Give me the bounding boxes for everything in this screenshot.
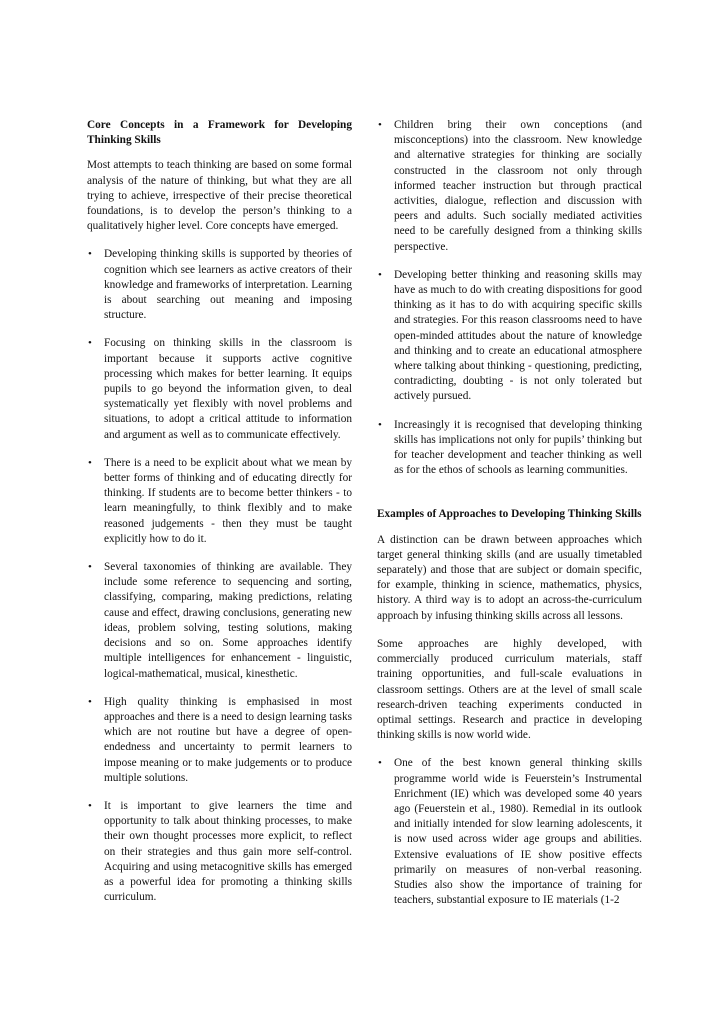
- bullet-icon: •: [88, 248, 92, 261]
- bullet-icon: •: [88, 337, 92, 350]
- right-column: [377, 118, 642, 921]
- approaches-paragraph: Some approaches are highly developed, with commercially produced curriculum materials, staff training opportunities, and full-scale evaluations in classroom settings. Others are at the level of small scale research-driven teaching experiments conducted in optimal settings. Research and practice in developing thinking skills is now world wide.: [377, 637, 642, 742]
- list-item: • Developing thinking skills is supported by theories of cognition which see learners as active creators of their knowledge and frameworks of interpretation. Learning is about searching out meaning and imposing structure.: [88, 248, 352, 322]
- bullet-icon: •: [88, 695, 92, 708]
- list-item: • Increasingly it is recognised that developing thinking skills has implications not only for pupils’ thinking but for teacher development and teacher thinking as well as for the ethos of schools as learning communities.: [378, 418, 642, 477]
- list-item: • Focusing on thinking skills in the classroom is important because it supports active cognitive processing which makes for better learning. It equips pupils to go beyond the information given, to deal systematically yet flexibly with novel problems and situations, to adopt a critical attitude to information and argument as well as to communicate effectively.: [88, 337, 352, 441]
- list-item: • Children bring their own conceptions (and misconceptions) into the classroom. New knowledge and alternative strategies for thinking are socially constructed in the classroom not only through informed teacher instruction but through practical activities, dialogue, reflection and discussion with peers and adults. Such socially mediated activities need to be carefully designed from a thinking skills perspective.: [378, 119, 642, 253]
- list-item: • It is important to give learners the time and opportunity to talk about thinking processes, to make their own thought processes more explicit, to reflect on their strategies and thus gain more self-control. Acquiring and using metacognitive skills has emerged as a powerful idea for promoting a thinking skills curriculum.: [88, 799, 352, 904]
- list-item: • High quality thinking is emphasised in most approaches and there is a need to design learning tasks which are not routine but have a degree of open-endedness and uncertainty to permit learners to impose meaning or to make judgements or to produce multiple solutions.: [88, 695, 352, 784]
- bullet-icon: •: [378, 757, 382, 770]
- section-heading-examples: Examples of Approaches to Developing Thinking Skills: [377, 508, 642, 521]
- bullet-icon: •: [378, 268, 382, 281]
- list-item: • Developing better thinking and reasoning skills may have as much to do with creating dispositions for good thinking as it has to do with acquiring specific skills and strategies. For this reason classrooms need to have open-minded attitudes about the nature of knowledge and thinking and to create an educational atmosphere where talking about thinking - questioning, predicting, contradicting, doubting - is not only tolerated but actively pursued.: [378, 268, 642, 403]
- list-item: • One of the best known general thinking skills programme world wide is Feuerstein’s Instrumental Enrichment (IE) which was developed some 40 years ago (Feuerstein et al., 1980). Remedial in its outlook and initially intended for slow learning adolescents, it is now used across wider age groups and abilities. Extensive evaluations of IE show positive effects primarily on measures of non-verbal reasoning. Studies also show the importance of training for teachers, substantial exposure to IE materials (1-2: [378, 757, 642, 907]
- examples-list: [377, 756, 642, 908]
- distinction-paragraph: A distinction can be drawn between approaches which target general thinking skills (and are usually timetabled separately) and those that are subject or domain specific, for example, thinking in science, mathematics, physics, history. A third way is to adopt an across-the-curriculum approach by infusing thinking skills across all lessons.: [377, 533, 642, 622]
- bullet-icon: •: [378, 119, 382, 131]
- section-spacer: [377, 491, 642, 507]
- bullet-icon: •: [88, 799, 92, 812]
- list-item: • There is a need to be explicit about what we mean by better forms of thinking and of educating directly for thinking. If students are to become better thinkers - to learn meaningfully, to think flexibly and to make reasoned judgements - then they must be taught explicitly how to do it.: [88, 456, 352, 545]
- bullet-icon: •: [88, 456, 92, 469]
- bullet-icon: •: [378, 418, 382, 431]
- core-concepts-list-continued: [377, 118, 642, 478]
- intro-paragraph: Most attempts to teach thinking are based on some formal analysis of the nature of thinking, but what they are all trying to achieve, irrespective of their precise theoretical foundations, is to develop the person’s thinking to a qualitatively higher level. Core concepts have emerged.: [87, 159, 352, 233]
- section-heading-core-concepts: Core Concepts in a Framework for Developing Thinking Skills: [87, 119, 352, 147]
- list-item: • Several taxonomies of thinking are available. They include some reference to sequencing and sorting, classifying, comparing, making predictions, relating cause and effect, drawing conclusions, generating new ideas, problem solving, testing solutions, making decisions and so on. Some approaches identify multiple intelligences for enhancement - linguistic, logical-mathematical, musical, kinesthetic.: [88, 561, 352, 680]
- left-column: [87, 118, 352, 918]
- bullet-icon: •: [88, 561, 92, 574]
- core-concepts-list: [87, 247, 352, 905]
